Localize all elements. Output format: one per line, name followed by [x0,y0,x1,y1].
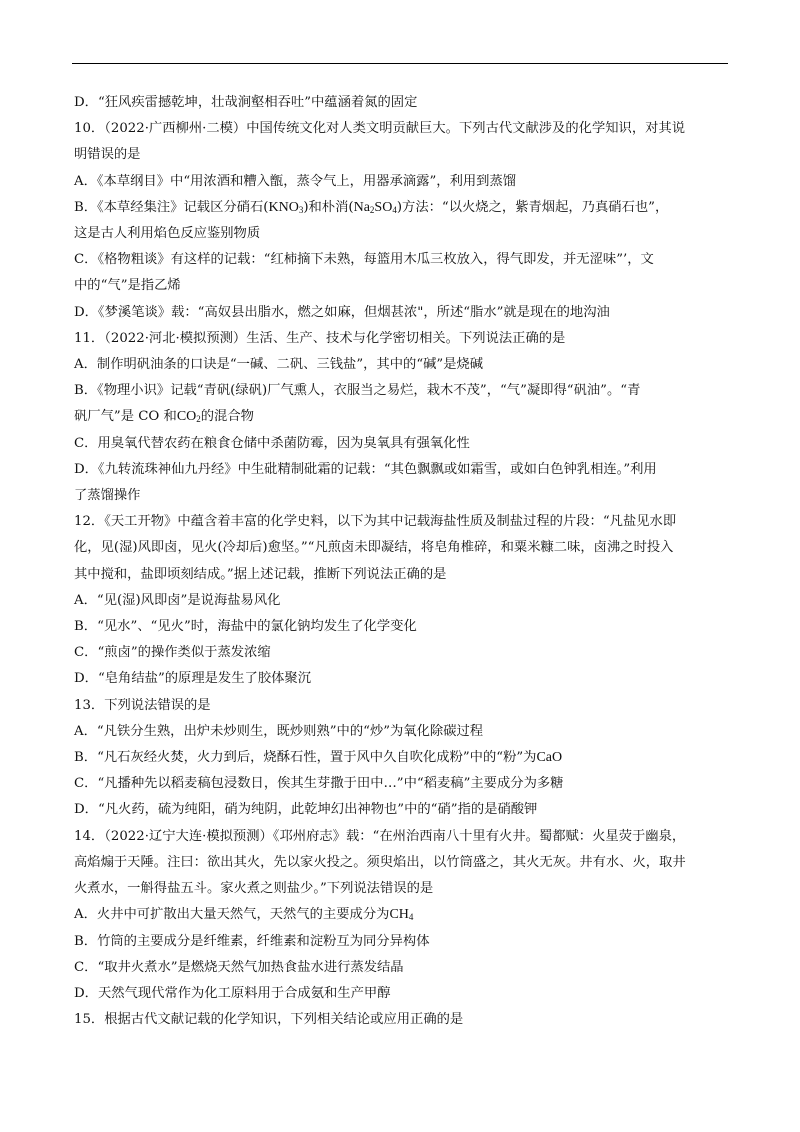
q14-option-c: C．“取井火煮水”是燃烧天然气加热食盐水进行蒸发结晶 [74,959,404,975]
q10-option-d: D．《梦溪笔谈》载：“高奴县出脂水，燃之如麻，但烟甚浓"，所述“脂水”就是现在的地沟油 [74,304,610,320]
q13-option-b: B．“凡石灰经火焚，火力到后，烧酥石性，置于风中久自吹化成粉”中的“粉”为CaO [74,750,563,766]
q10-option-b-text3: )方法：“以火烧之，紫青烟起，乃真硝石也”， [396,199,669,215]
q11-option-b-line2: 矾厂气”是 CO 和$CO_2$的混合物 [74,409,254,425]
q15-stem: 15．根据古代文献记载的化学知识，下列相关结论或应用正确的是 [74,1012,464,1028]
formula-na2so4: $Na_2SO_4$ [353,199,397,215]
question-11 [74,326,734,509]
q10-option-c-line1: C．《格物粗谈》有这样的记载：“红柿摘下未熟，每篮用木瓜三枚放入，得气即发，并无涩味”’，文 [74,252,654,268]
q13-option-d: D．“凡火药，硫为纯阳，硝为纯阴，此乾坤幻出神物也”中的“硝”指的是硝酸钾 [74,802,538,818]
q14-option-d: D．天然气现代常作为化工原料用于合成氨和生产甲醇 [74,985,391,1001]
question-10 [74,116,734,326]
q11-stem: 11．（2022·河北·模拟预测）生活、生产、技术与化学密切相关。下列说法正确的是 [74,330,566,346]
q12-stem-line1: 12．《天工开物》中蕴含着丰富的化学史料，以下为其中记载海盐性质及制盐过程的片段：“凡盐见水即 [74,514,677,530]
q10-stem-line2: 明错误的是 [74,147,141,163]
formula-kno3: $KNO_3$ [268,199,304,215]
q12-option-d: D．“皂角结盐”的原理是发生了胶体聚沉 [74,671,312,687]
q13-stem: 13．下列说法错误的是 [74,697,211,713]
formula-ch4: $CH_4$ [389,907,414,923]
formula-cao: CaO [536,750,563,766]
q12-option-a: A．“见(湿)风即卤”是说海盐易风化 [74,592,281,608]
question-14 [74,824,734,1007]
q14-stem-line2: 高焰煽于天陲。注曰：欲出其火，先以家火投之。须臾焰出，以竹筒盛之，其火无灰。井有水、火，取井 [74,854,686,870]
q10-stem-line1: 10．（2022·广西柳州·二模）中国传统文化对人类文明贡献巨大。下列古代文献涉及的化学知识，对其说 [74,121,686,137]
q13-option-c: C．“凡播种先以稻麦稿包浸数日，俟其生芽撒于田中…”中“稻麦稿”主要成分为多糖 [74,776,564,792]
q14-stem-line1: 14．（2022·辽宁大连·模拟预测）《邛州府志》载：“在州治西南八十里有火井。蜀都赋：火星荧于幽泉， [74,828,686,844]
q14-option-b: B．竹筒的主要成分是纤维素，纤维素和淀粉互为同分异构体 [74,933,430,949]
q14-stem-line3: 火煮水，一斛得盐五斗。家火煮之则盐少。”下列说法错误的是 [74,881,434,897]
q12-stem-line2: 化，见(湿)风即卤，见火(冷却后)愈坚。”“凡煎卤未即凝结，将皂角椎碎，和粟米糠二味，卤沸之时投入 [74,540,674,556]
q9-option-d: D．“狂风疾雷撼乾坤，壮哉涧壑相吞吐”中蕴涵着氮的固定 [74,95,418,110]
header-rule [72,63,728,64]
q11-option-a: A．制作明矾油条的口诀是“一碱、二矾、三钱盐”，其中的“碱”是烧碱 [74,357,484,373]
q12-option-c: C．“煎卤”的操作类似于蒸发浓缩 [74,645,271,661]
q10-option-b-line1 [74,195,734,221]
q10-option-c-line2: 中的“气”是指乙烯 [74,278,181,294]
q10-option-b-text1: B．《本草经集注》记载区分硝石( [74,199,269,215]
q14-option-a: A．火井中可扩散出大量天然气，天然气的主要成分为$CH_4$ [74,907,414,923]
q10-option-b-text2: )和朴消( [303,199,354,215]
q10-option-a: A．《本草纲目》中“用浓酒和糟入甑，蒸令气上，用器承滴露”，利用到蒸馏 [74,173,517,189]
question-13 [74,693,734,824]
q12-stem-line3: 其中搅和，盐即顷刻结成。”据上述记载，推断下列说法正确的是 [74,566,447,582]
q13-option-a: A．“凡铁分生熟，出炉未炒则生，既炒则熟”中的“炒”为氧化除碳过程 [74,723,484,739]
question-12 [74,509,734,692]
q11-option-d-line2: 了蒸馏操作 [74,488,141,504]
q10-option-b-line2: 这是古人利用焰色反应鉴别物质 [74,226,261,242]
q11-option-b-line1: B．《物理小识》记载“青矾(绿矾)厂气熏人，衣服当之易烂，栽木不茂”，“气”凝即得“矾油”。“青 [74,383,641,399]
q11-option-c: C．用臭氧代替农药在粮食仓储中杀菌防霉，因为臭氧具有强氧化性 [74,435,470,451]
formula-co2: $CO_2$ [176,409,201,425]
q11-option-d-line1: D．《九转流珠神仙九丹经》中生砒精制砒霜的记载：“其色飘飘或如霜雪，或如白色钟乳相连。”利用 [74,461,657,477]
question-15 [74,1007,734,1033]
q12-option-b: B．“见水”、“见火”时，海盐中的氯化钠均发生了化学变化 [74,619,417,635]
document-body [74,90,734,1033]
